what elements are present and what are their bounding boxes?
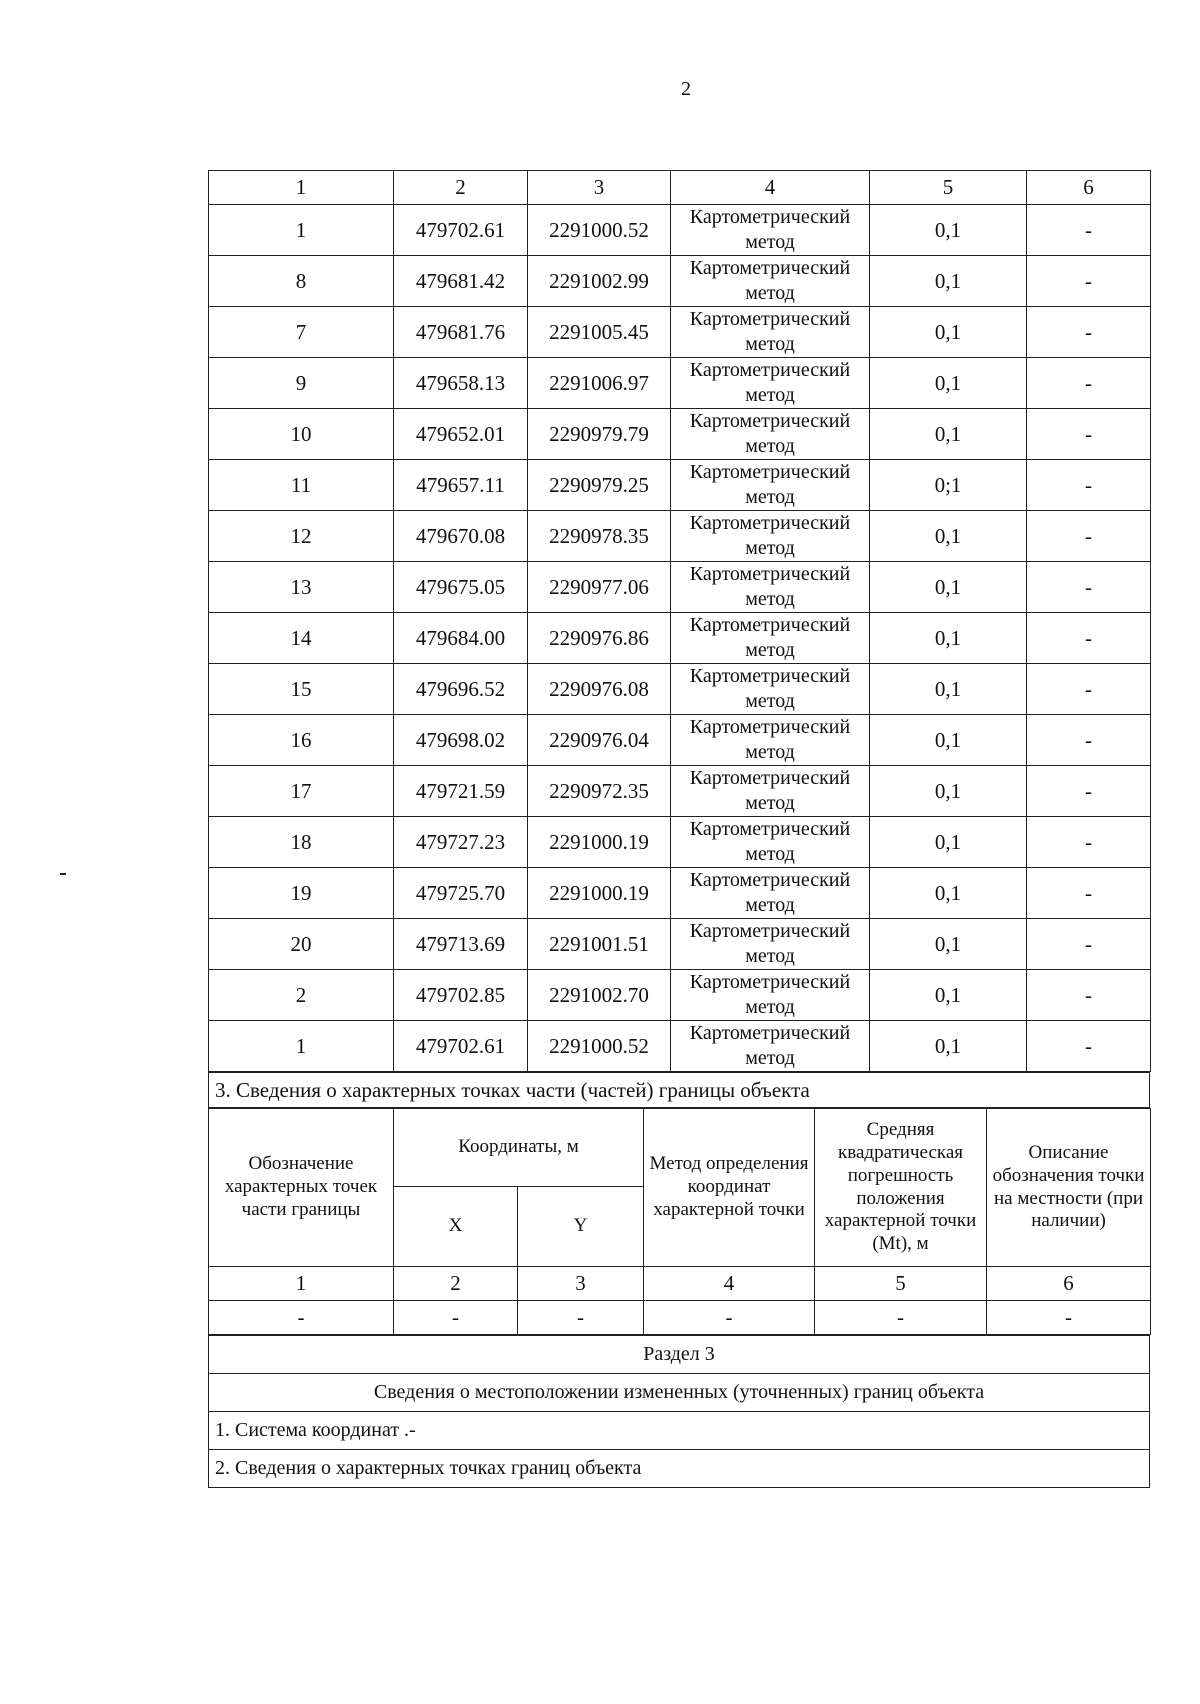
point-number: 2: [209, 970, 394, 1021]
point-number: 15: [209, 664, 394, 715]
method-line: Картометрический: [689, 257, 851, 279]
table-row: [209, 613, 1151, 664]
column-number: 1: [209, 1267, 394, 1301]
scan-mark: [60, 873, 66, 875]
point-designation-header: Обозначение характерных точек части границы: [209, 1109, 394, 1267]
point-number: 13: [209, 562, 394, 613]
point-number: 17: [209, 766, 394, 817]
point-number: 14: [209, 613, 394, 664]
table-row: [209, 358, 1151, 409]
x-coordinate: 479681.42: [394, 256, 528, 307]
description: -: [1027, 970, 1151, 1021]
points-info-line: 2. Сведения о характерных точках границ объекта: [209, 1450, 1150, 1488]
method-line: метод: [745, 741, 795, 763]
x-coordinate: 479727.23: [394, 817, 528, 868]
table-row: [209, 1301, 1151, 1335]
description: -: [1027, 613, 1151, 664]
part-points-table: [208, 1108, 1151, 1335]
point-number: 1: [209, 1021, 394, 1072]
accuracy: 0;1: [870, 460, 1027, 511]
method: [671, 511, 870, 562]
column-number: 3: [528, 171, 671, 205]
y-coordinate: 2291006.97: [528, 358, 671, 409]
method: [671, 613, 870, 664]
x-coordinate: 479698.02: [394, 715, 528, 766]
accuracy: 0,1: [870, 562, 1027, 613]
x-coordinate: 479696.52: [394, 664, 528, 715]
table-row: [209, 868, 1151, 919]
method: [671, 409, 870, 460]
page-number: 2: [681, 78, 691, 100]
method: [671, 919, 870, 970]
y-coordinate: 2291000.19: [528, 817, 671, 868]
method-line: Картометрический: [689, 563, 851, 585]
method-line: метод: [745, 537, 795, 559]
method-line: Картометрический: [689, 206, 851, 228]
method: [671, 715, 870, 766]
method: [671, 460, 870, 511]
method-line: метод: [745, 945, 795, 967]
method-line: метод: [745, 1047, 795, 1069]
column-number: 6: [987, 1267, 1151, 1301]
method: [671, 205, 870, 256]
table-row: [209, 511, 1151, 562]
cell-value: -: [644, 1301, 815, 1335]
x-coordinate: 479713.69: [394, 919, 528, 970]
accuracy: 0,1: [870, 409, 1027, 460]
y-coordinate: 2290972.35: [528, 766, 671, 817]
parts-section-heading: [208, 1072, 1150, 1108]
table-row: [209, 970, 1151, 1021]
column-number: 3: [518, 1267, 644, 1301]
description: -: [1027, 919, 1151, 970]
y-coordinate: 2290978.35: [528, 511, 671, 562]
accuracy: 0,1: [870, 358, 1027, 409]
y-coordinate: 2290976.04: [528, 715, 671, 766]
description: -: [1027, 664, 1151, 715]
method-line: Картометрический: [689, 869, 851, 891]
cell-value: -: [209, 1301, 394, 1335]
column-number: 4: [644, 1267, 815, 1301]
method-header: Метод определения координат характерной точки: [644, 1109, 815, 1267]
method-line: Картометрический: [689, 359, 851, 381]
column-number: 2: [394, 171, 528, 205]
method-line: метод: [745, 384, 795, 406]
point-number: 8: [209, 256, 394, 307]
description: -: [1027, 1021, 1151, 1072]
method: [671, 358, 870, 409]
point-number: 7: [209, 307, 394, 358]
point-number: 12: [209, 511, 394, 562]
table-row: [209, 256, 1151, 307]
accuracy: 0,1: [870, 1021, 1027, 1072]
method: [671, 766, 870, 817]
column-number-row: [209, 1267, 1151, 1301]
accuracy: 0,1: [870, 664, 1027, 715]
section-3: [208, 1335, 1150, 1488]
point-number: 9: [209, 358, 394, 409]
y-coordinate: 2290979.79: [528, 409, 671, 460]
method-line: метод: [745, 486, 795, 508]
cell-value: -: [987, 1301, 1151, 1335]
x-header: X: [394, 1187, 518, 1267]
x-coordinate: 479702.61: [394, 1021, 528, 1072]
table-row: [209, 817, 1151, 868]
x-coordinate: 479657.11: [394, 460, 528, 511]
method: [671, 868, 870, 919]
x-coordinate: 479702.85: [394, 970, 528, 1021]
accuracy: 0,1: [870, 307, 1027, 358]
description: -: [1027, 256, 1151, 307]
y-coordinate: 2290979.25: [528, 460, 671, 511]
x-coordinate: 479675.05: [394, 562, 528, 613]
method-line: Картометрический: [689, 308, 851, 330]
method-line: метод: [745, 792, 795, 814]
y-coordinate: 2290976.86: [528, 613, 671, 664]
cell-value: -: [518, 1301, 644, 1335]
y-coordinate: 2291000.52: [528, 1021, 671, 1072]
method: [671, 970, 870, 1021]
accuracy: 0,1: [870, 511, 1027, 562]
table-row: [209, 307, 1151, 358]
y-coordinate: 2291001.51: [528, 919, 671, 970]
table-row: [209, 664, 1151, 715]
point-number: 20: [209, 919, 394, 970]
method-line: Картометрический: [689, 614, 851, 636]
method: [671, 562, 870, 613]
table-row: [209, 1021, 1151, 1072]
method-line: Картометрический: [689, 1022, 851, 1044]
column-number: 6: [1027, 171, 1151, 205]
y-coordinate: 2291002.99: [528, 256, 671, 307]
method-line: метод: [745, 894, 795, 916]
method-line: метод: [745, 843, 795, 865]
method: [671, 817, 870, 868]
method-line: метод: [745, 690, 795, 712]
method-line: метод: [745, 588, 795, 610]
description: -: [1027, 715, 1151, 766]
accuracy: 0,1: [870, 613, 1027, 664]
accuracy: 0,1: [870, 205, 1027, 256]
table-row: [209, 205, 1151, 256]
method-line: Картометрический: [689, 512, 851, 534]
coordinate-system-line: 1. Система координат .-: [209, 1412, 1150, 1450]
method-line: метод: [745, 996, 795, 1018]
accuracy: 0,1: [870, 868, 1027, 919]
description: -: [1027, 409, 1151, 460]
description: -: [1027, 460, 1151, 511]
table-row: [209, 919, 1151, 970]
column-number: 2: [394, 1267, 518, 1301]
column-number-row: [209, 171, 1151, 205]
column-number: 5: [870, 171, 1027, 205]
parts-section-title: 3. Сведения о характерных точках части (частей) границы объекта: [209, 1073, 1150, 1108]
x-coordinate: 479684.00: [394, 613, 528, 664]
method-line: Картометрический: [689, 665, 851, 687]
method-line: метод: [745, 639, 795, 661]
point-number: 16: [209, 715, 394, 766]
coordinates-header: Координаты, м: [394, 1109, 644, 1187]
cell-value: -: [815, 1301, 987, 1335]
y-coordinate: 2290977.06: [528, 562, 671, 613]
method-line: метод: [745, 231, 795, 253]
table-row: [209, 460, 1151, 511]
method: [671, 1021, 870, 1072]
point-number: 19: [209, 868, 394, 919]
description: -: [1027, 817, 1151, 868]
document-sheet: [208, 170, 1150, 1488]
description: -: [1027, 562, 1151, 613]
method-line: Картометрический: [689, 920, 851, 942]
x-coordinate: 479658.13: [394, 358, 528, 409]
accuracy: 0,1: [870, 766, 1027, 817]
accuracy: 0,1: [870, 919, 1027, 970]
y-header: Y: [518, 1187, 644, 1267]
accuracy: 0,1: [870, 256, 1027, 307]
method-line: Картометрический: [689, 410, 851, 432]
method: [671, 307, 870, 358]
description: -: [1027, 358, 1151, 409]
description: -: [1027, 307, 1151, 358]
accuracy: 0,1: [870, 970, 1027, 1021]
method: [671, 664, 870, 715]
method-line: метод: [745, 282, 795, 304]
y-coordinate: 2291000.52: [528, 205, 671, 256]
section-subtitle: Сведения о местоположении измененных (уточненных) границ объекта: [209, 1374, 1150, 1412]
accuracy: 0,1: [870, 817, 1027, 868]
boundary-points-table: [208, 170, 1151, 1072]
x-coordinate: 479702.61: [394, 205, 528, 256]
y-coordinate: 2291002.70: [528, 970, 671, 1021]
description: -: [1027, 766, 1151, 817]
accuracy-header: Средняя квадратическая погрешность положения характерной точки (Mt), м: [815, 1109, 987, 1267]
cell-value: -: [394, 1301, 518, 1335]
table-row: [209, 766, 1151, 817]
method-line: Картометрический: [689, 818, 851, 840]
x-coordinate: 479670.08: [394, 511, 528, 562]
column-number: 4: [671, 171, 870, 205]
method-line: Картометрический: [689, 461, 851, 483]
method-line: метод: [745, 333, 795, 355]
y-coordinate: 2290976.08: [528, 664, 671, 715]
description-header: Описание обозначения точки на местности (при наличии): [987, 1109, 1151, 1267]
y-coordinate: 2291005.45: [528, 307, 671, 358]
y-coordinate: 2291000.19: [528, 868, 671, 919]
method: [671, 256, 870, 307]
point-number: 18: [209, 817, 394, 868]
accuracy: 0,1: [870, 715, 1027, 766]
column-number: 1: [209, 171, 394, 205]
table-row: [209, 409, 1151, 460]
x-coordinate: 479725.70: [394, 868, 528, 919]
point-number: 10: [209, 409, 394, 460]
table-row: [209, 562, 1151, 613]
x-coordinate: 479652.01: [394, 409, 528, 460]
method-line: Картометрический: [689, 716, 851, 738]
column-number: 5: [815, 1267, 987, 1301]
point-number: 1: [209, 205, 394, 256]
description: -: [1027, 511, 1151, 562]
method-line: метод: [745, 435, 795, 457]
section-title: Раздел 3: [209, 1336, 1150, 1374]
method-line: Картометрический: [689, 767, 851, 789]
x-coordinate: 479681.76: [394, 307, 528, 358]
point-number: 11: [209, 460, 394, 511]
method-line: Картометрический: [689, 971, 851, 993]
table-row: [209, 715, 1151, 766]
x-coordinate: 479721.59: [394, 766, 528, 817]
description: -: [1027, 868, 1151, 919]
description: -: [1027, 205, 1151, 256]
